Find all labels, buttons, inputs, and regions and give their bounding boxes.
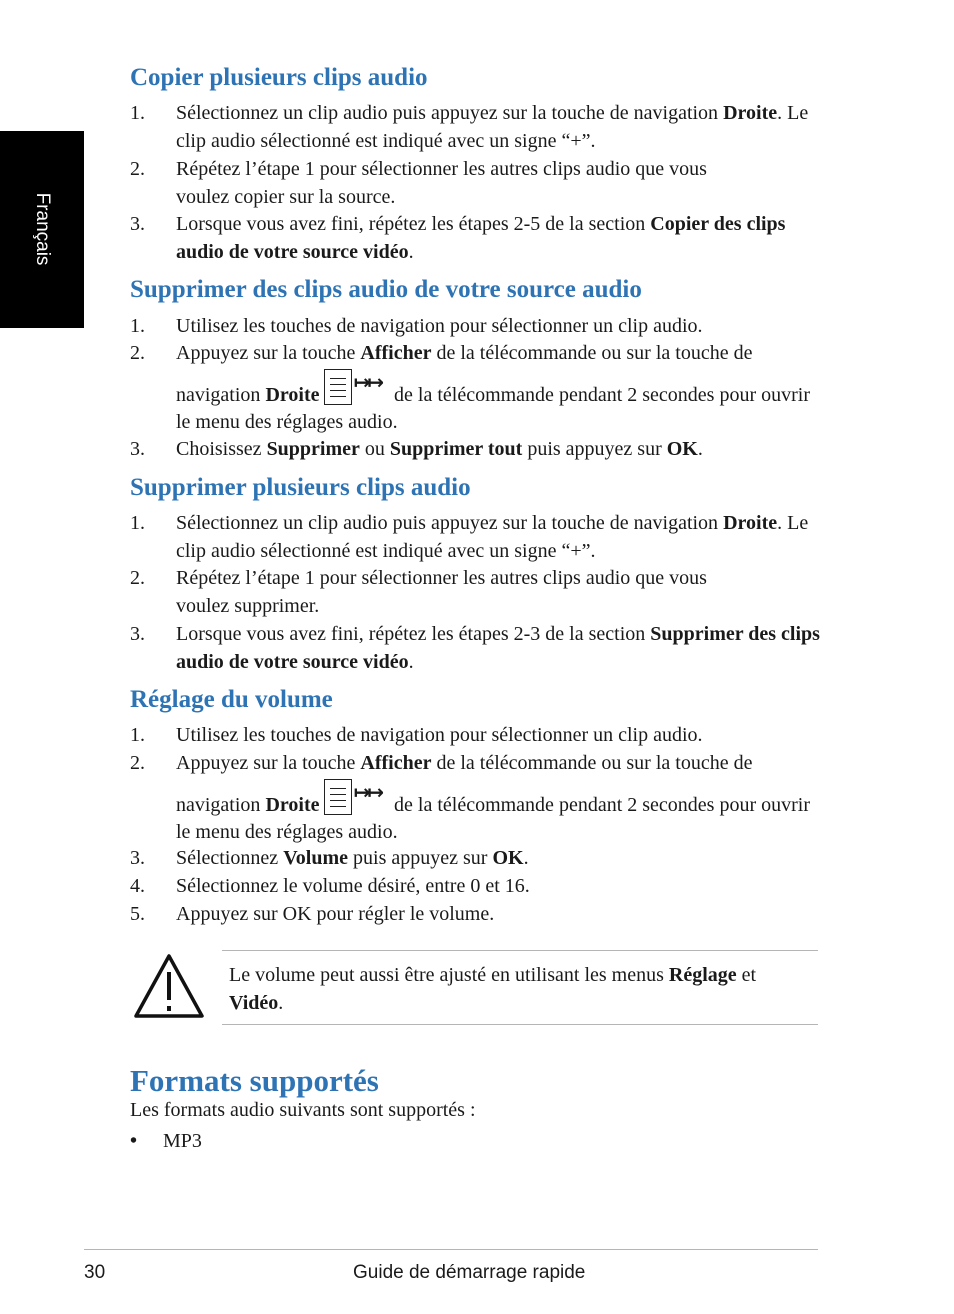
warning-icon xyxy=(132,952,206,1020)
list-item: 3. Lorsque vous avez fini, répétez les étapes 2-3 de la section Supprimer des clips audio de votre source vidéo. xyxy=(130,623,820,673)
list-item: 1. Utilisez les touches de navigation pour sélectionner un clip audio. xyxy=(130,724,703,746)
footer-title: Guide de démarrage rapide xyxy=(353,1262,586,1283)
section-heading: Supprimer des clips audio de votre source audio xyxy=(130,276,642,303)
list-item: 1. Utilisez les touches de navigation pour sélectionner un clip audio. xyxy=(130,315,703,337)
language-tab xyxy=(0,131,84,328)
section-heading: Copier plusieurs clips audio xyxy=(130,64,428,91)
list-item: 3. Choisissez Supprimer ou Supprimer tout puis appuyez sur OK. xyxy=(130,438,703,460)
list-item: 4. Sélectionnez le volume désiré, entre 0 et 16. xyxy=(130,875,530,897)
list-item: 2. Appuyez sur la touche Afficher de la télécommande ou sur la touche de navigation Droite ↦↦ de la télécommande pendant 2 secondes pour ouvrir le menu des réglages audio. xyxy=(130,752,810,843)
footer-divider xyxy=(84,1249,818,1250)
note-top-divider xyxy=(222,950,818,951)
list-item: 2. Répétez l’étape 1 pour sélectionner les autres clips audio que vous voulez copier sur la source. xyxy=(130,158,707,208)
right-arrows-icon: ↦↦ xyxy=(353,369,382,394)
formats-intro: Les formats audio suivants sont supportés : xyxy=(130,1099,476,1121)
page-number: 30 xyxy=(84,1262,106,1283)
note-text: Le volume peut aussi être ajusté en utilisant les menus Réglage et Vidéo. xyxy=(229,964,757,1014)
note-bottom-divider xyxy=(222,1024,818,1025)
format-name: MP3 xyxy=(163,1130,202,1152)
list-item: 5. Appuyez sur OK pour régler le volume. xyxy=(130,903,495,925)
section-heading: Supprimer plusieurs clips audio xyxy=(130,474,471,501)
list-item: 1. Sélectionnez un clip audio puis appuyez sur la touche de navigation Droite. Le clip audio sélectionné est indiqué avec un signe “+”. xyxy=(130,102,809,152)
list-item: 3. Sélectionnez Volume puis appuyez sur OK. xyxy=(130,847,529,869)
right-arrows-icon: ↦↦ xyxy=(353,779,382,804)
bullet-icon: • xyxy=(130,1130,138,1152)
menu-key-icon xyxy=(324,369,352,405)
list-item: 2. Répétez l’étape 1 pour sélectionner les autres clips audio que vous voulez supprimer. xyxy=(130,567,707,617)
page-title: Formats supportés xyxy=(130,1063,379,1098)
list-item: 1. Sélectionnez un clip audio puis appuyez sur la touche de navigation Droite. Le clip audio sélectionné est indiqué avec un signe “+”. xyxy=(130,512,809,562)
section-heading: Réglage du volume xyxy=(130,686,333,713)
menu-key-icon xyxy=(324,779,352,815)
list-item: 2. Appuyez sur la touche Afficher de la télécommande ou sur la touche de navigation Droite ↦↦ de la télécommande pendant 2 secondes pour ouvrir le menu des réglages audio. xyxy=(130,342,810,433)
list-item: 3. Lorsque vous avez fini, répétez les étapes 2-5 de la section Copier des clips audio de votre source vidéo. xyxy=(130,213,786,263)
language-tab-label: Français xyxy=(32,192,53,266)
